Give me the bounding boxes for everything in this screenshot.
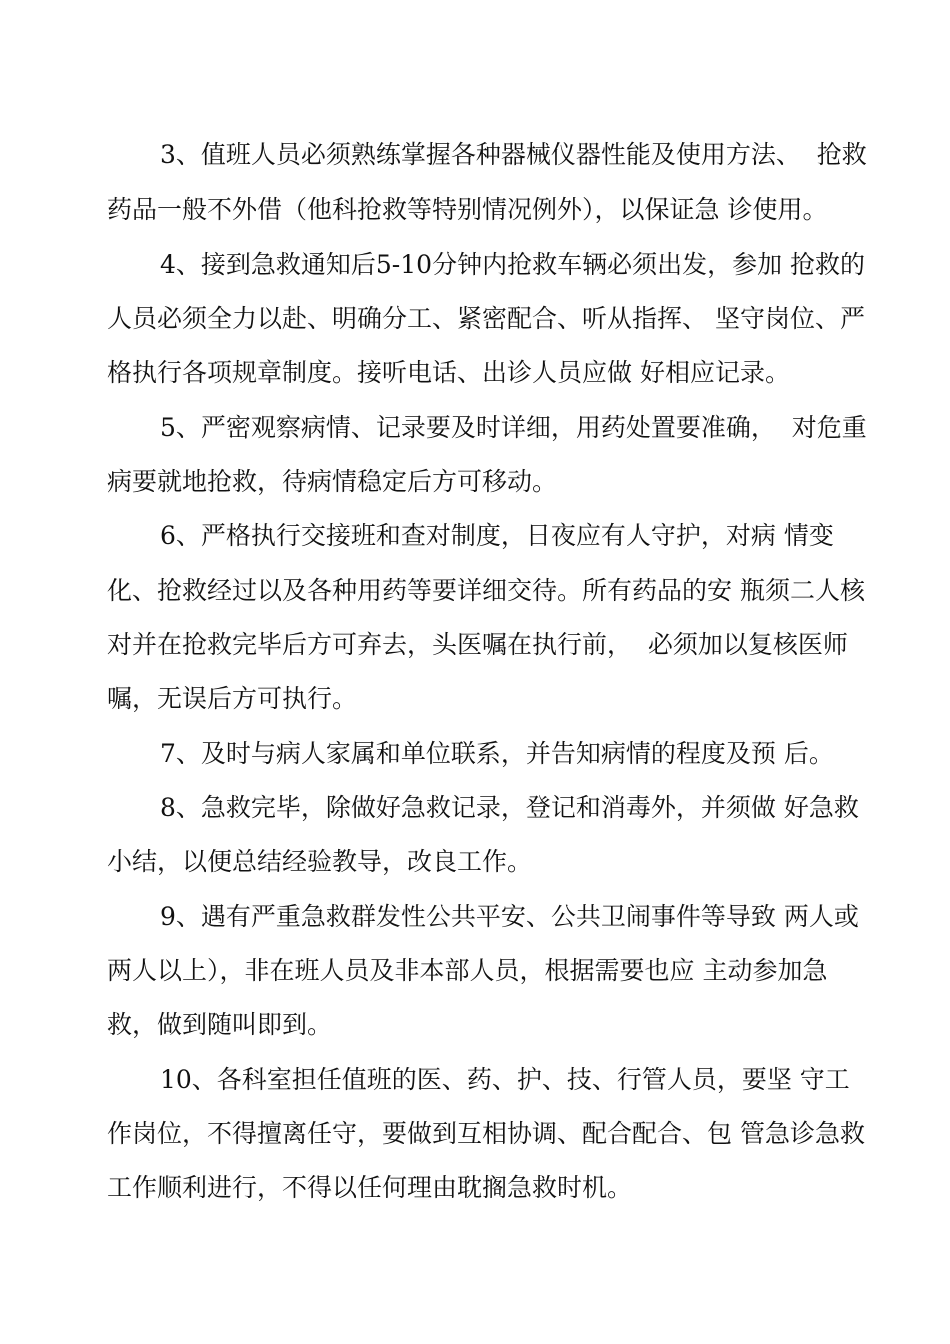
- text-line: 作岗位，不得擅离任守，要做到互相协调、配合配合、包 管急诊急救: [107, 1119, 865, 1148]
- text-line: 4、接到急救通知后5-10分钟内抢救车辆必须出发，参加 抢救的: [160, 250, 866, 279]
- text-line: 小结，以便总结经验教导，改良工作。: [107, 847, 533, 876]
- text-line: 药品一般不外借（他科抢救等特别情况例外），以保证急 诊使用。: [107, 195, 828, 224]
- text-line: 6、严格执行交接班和查对制度，日夜应有人守护，对病 情变: [160, 521, 834, 550]
- text-line: 人员必须全力以赴、明确分工、紧密配合、听从指挥、 坚守岗位、严: [107, 304, 865, 333]
- text-line: 工作顺利进行，不得以任何理由耽搁急救时机。: [107, 1173, 633, 1202]
- text-line: 格执行各项规章制度。接听电话、出诊人员应做 好相应记录。: [107, 358, 790, 387]
- text-line: 3、值班人员必须熟练掌握各种器械仪器性能及使用方法、 抢救: [160, 140, 867, 169]
- text-line: 9、遇有严重急救群发性公共平安、公共卫闹事件等导致 两人或: [160, 902, 859, 931]
- text-line: 对并在抢救完毕后方可弃去，头医嘱在执行前， 必须加以复核医师: [107, 630, 848, 659]
- text-line: 10、各科室担任值班的医、药、护、技、行管人员，要坚 守工: [160, 1065, 850, 1094]
- text-line: 5、严密观察病情、记录要及时详细，用药处置要准确， 对危重: [160, 413, 867, 442]
- text-line: 嘱，无误后方可执行。: [107, 684, 358, 713]
- text-line: 化、抢救经过以及各种用药等要详细交待。所有药品的安 瓶须二人核: [107, 576, 865, 605]
- text-line: 两人以上），非在班人员及非本部人员，根据需要也应 主动参加急: [107, 956, 828, 985]
- text-line: 救，做到随叫即到。: [107, 1010, 333, 1039]
- text-line: 7、及时与病人家属和单位联系，并告知病情的程度及预 后。: [160, 739, 834, 768]
- text-line: 8、急救完毕，除做好急救记录，登记和消毒外，并须做 好急救: [160, 793, 859, 822]
- text-line: 病要就地抢救，待病情稳定后方可移动。: [107, 467, 558, 496]
